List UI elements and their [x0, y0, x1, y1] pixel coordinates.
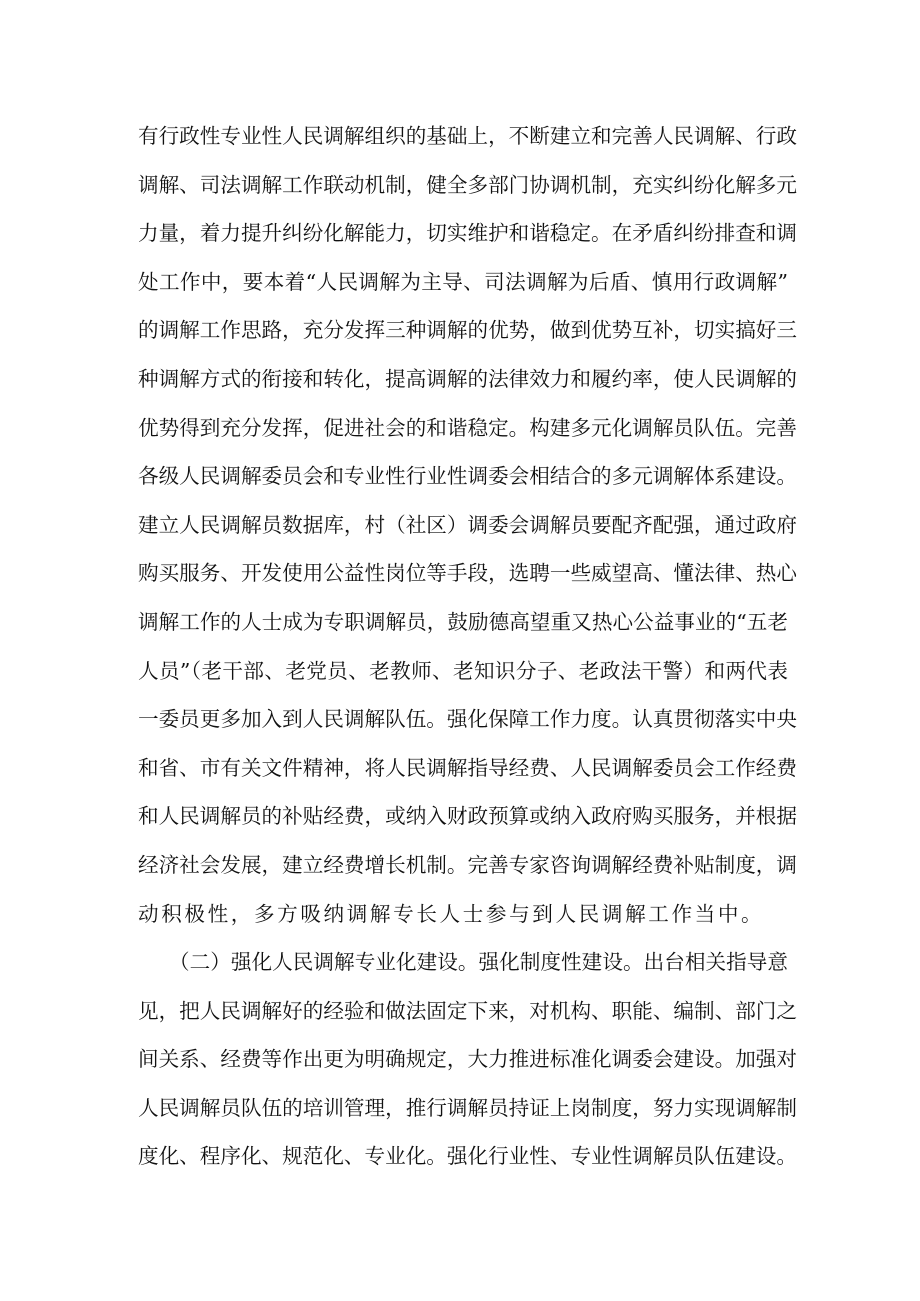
text-line: 人员”（老干部、老党员、老教师、老知识分子、老政法干警）和两代表 [138, 658, 788, 683]
text-line: 建立人民调解员数据库，村（社区）调委会调解员要配齐配强，通过政府 [138, 512, 797, 537]
paragraph-end-line: 动积极性，多方吸纳调解专长人士参与到人民调解工作当中。 [138, 901, 765, 926]
text-line: 一委员更多加入到人民调解队伍。强化保障工作力度。认真贯彻落实中央 [138, 707, 797, 732]
text-line: 处工作中，要本着“人民调解为主导、司法调解为后盾、慎用行政调解” [138, 269, 788, 294]
text-line: 力量，着力提升纠纷化解能力，切实维护和谐稳定。在矛盾纠纷排查和调 [138, 221, 797, 246]
text-line: 调解工作的人士成为专职调解员，鼓励德高望重又热心公益事业的“五老 [138, 609, 788, 634]
text-line: 优势得到充分发挥，促进社会的和谐稳定。构建多元化调解员队伍。完善 [138, 415, 797, 440]
text-line: 和省、市有关文件精神，将人民调解指导经费、人民调解委员会工作经费 [138, 755, 797, 780]
text-line: 种调解方式的衔接和转化，提高调解的法律效力和履约率，使人民调解的 [138, 366, 797, 391]
text-line: 度化、程序化、规范化、专业化。强化行业性、专业性调解员队伍建设。 [138, 1144, 797, 1169]
text-line: 见，把人民调解好的经验和做法固定下来，对机构、职能、编制、部门之 [138, 998, 797, 1023]
text-line: 购买服务、开发使用公益性岗位等手段，选聘一些威望高、懂法律、热心 [138, 561, 797, 586]
text-line: 和人民调解员的补贴经费，或纳入财政预算或纳入政府购买服务，并根据 [138, 804, 797, 829]
text-line: 人民调解员队伍的培训管理，推行调解员持证上岗制度，努力实现调解制 [138, 1095, 797, 1120]
body-text [138, 112, 797, 1181]
text-line: 间关系、经费等作出更为明确规定，大力推进标准化调委会建设。加强对 [138, 1047, 797, 1072]
text-line: 各级人民调解委员会和专业性行业性调委会相结合的多元调解体系建设。 [138, 464, 797, 489]
text-line: 调解、司法调解工作联动机制，健全多部门协调机制，充实纠纷化解多元 [138, 172, 797, 197]
section-heading-line: （二）强化人民调解专业化建设。强化制度性建设。出台相关指导意 [138, 950, 788, 975]
text-line: 有行政性专业性人民调解组织的基础上，不断建立和完善人民调解、行政 [138, 124, 797, 148]
text-line: 经济社会发展，建立经费增长机制。完善专家咨询调解经费补贴制度，调 [138, 852, 797, 877]
text-line: 的调解工作思路，充分发挥三种调解的优势，做到优势互补，切实搞好三 [138, 318, 797, 343]
